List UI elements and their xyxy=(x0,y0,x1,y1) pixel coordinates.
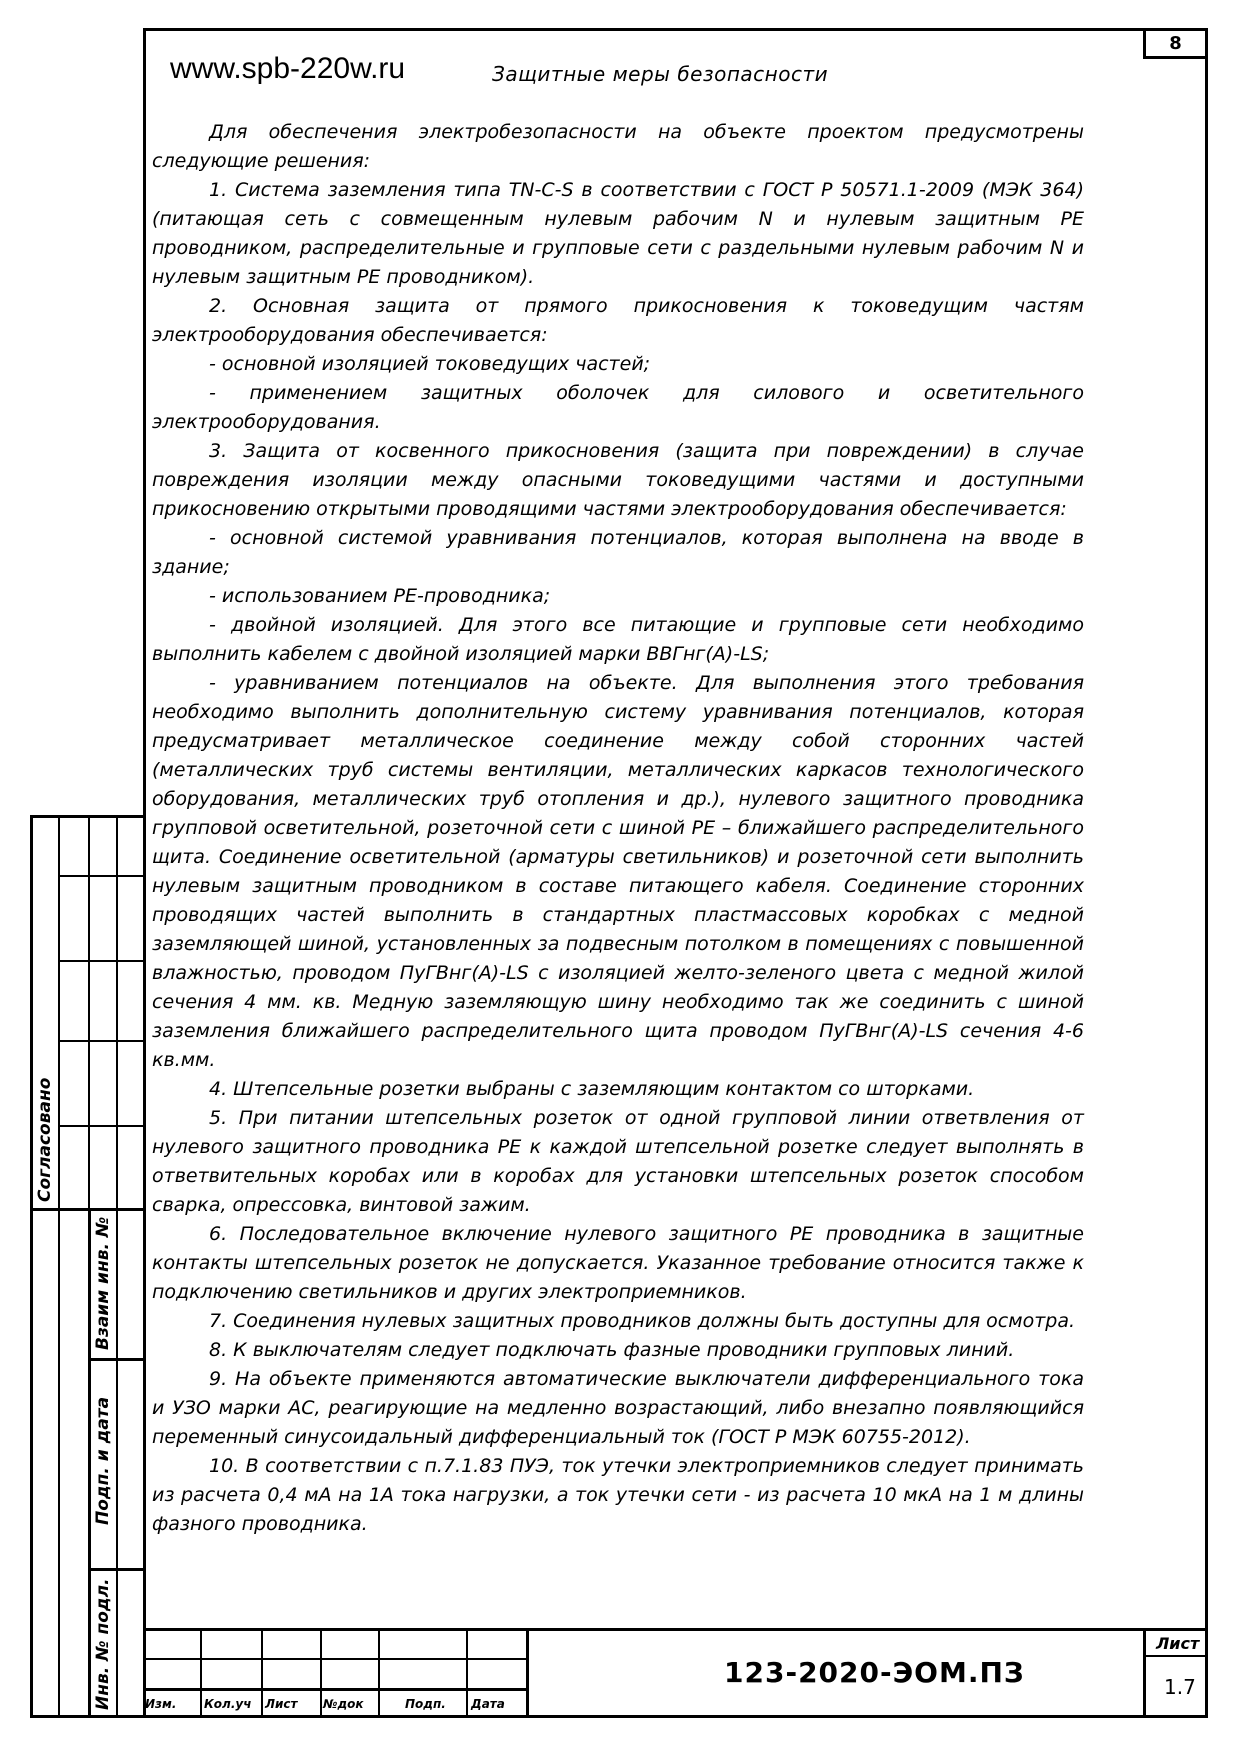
side-divider xyxy=(58,875,146,877)
title-block xyxy=(143,1628,1208,1718)
side-divider xyxy=(116,1208,118,1718)
side-label-inv-orig: Инв. № подл. xyxy=(93,1578,113,1710)
col-label-sign: Подп. xyxy=(405,1697,446,1711)
paragraph: 7. Соединения нулевых защитных проводников должны быть доступны для осмотра. xyxy=(209,1310,1076,1332)
side-label-inv-ref: Взаим инв. № xyxy=(93,1216,113,1350)
paragraph: 6. Последовательное включение нулевого защитного PE проводника в защитные контакты штепсельных розеток не допускается. Указанное требование относится также к подключению светильников и других электроприемников. xyxy=(152,1223,1084,1303)
paragraph: 9. На объекте применяются автоматические выключатели дифференциального тока и УЗО марки АС, реагирующие на медленно возрастающий, либо внезапно появляющийся переменный синусоидальный дифференциальный ток (ГОСТ Р МЭК 60755-2012). xyxy=(152,1368,1084,1448)
paragraph: - уравниванием потенциалов на объекте. Для выполнения этого требования необходимо выполнить дополнительную систему уравнивания потенциалов, которая предусматривает металлическое соединение между собой сторонних частей (металлических труб системы вентиляции, металлических каркасов технологического оборудования, металлических труб отопления и др.), нулевого защитного проводника групповой осветительной, розеточной сети с шиной PE – ближайшего распределительного щита. Соединение осветительной (арматуры светильников) и розеточной сети выполнить нулевым защитным проводником в составе питающего кабеля. Соединение сторонних проводящих частей выполнить в стандартных пластмассовых коробках с медной заземляющей шиной, установленных за подвесным потолком в помещениях с повышенной влажностью, проводом ПуГВнг(А)-LS с изоляцией желто-зеленого цвета с медной жилой сечения 4 мм. кв. Медную заземляющую шину необходимо так же соединить с шиной заземления ближайшего распределительного щита проводом ПуГВнг(А)-LS сечения 4-6 кв.мм. xyxy=(152,672,1084,1071)
col-label-kol: Кол.уч xyxy=(204,1697,252,1711)
document-code: 123-2020-ЭОМ.ПЗ xyxy=(724,1656,1025,1689)
paragraph: - применением защитных оболочек для силового и осветительного электрооборудования. xyxy=(152,382,1084,433)
paragraph: 10. В соответствии с п.7.1.83 ПУЭ, ток утечки электроприемников следует принимать из расчета 0,4 мА на 1А тока нагрузки, а ток утечки сети - из расчета 10 мкА на 1 м длины фазного проводника. xyxy=(152,1455,1084,1535)
paragraph: - основной изоляцией токоведущих частей; xyxy=(209,353,651,375)
stamp-divider xyxy=(378,1628,380,1718)
stamp-divider xyxy=(320,1628,322,1718)
stamp-divider xyxy=(1143,1655,1208,1657)
stamp-divider xyxy=(526,1628,529,1718)
col-label-doc: №док xyxy=(323,1697,364,1711)
paragraph: 3. Защита от косвенного прикосновения (защита при повреждении) в случае повреждения изоляции между опасными токоведущими частями и доступными прикосновению открытыми проводящими частями электрооборудования обеспечивается: xyxy=(152,440,1084,520)
paragraph: Для обеспечения электробезопасности на объекте проектом предусмотрены следующие решения: xyxy=(152,121,1084,172)
sheet-number: 8 xyxy=(1143,28,1208,59)
col-label-date: Дата xyxy=(471,1697,505,1711)
site-url: www.spb-220w.ru xyxy=(170,52,406,85)
paragraph: 2. Основная защита от прямого прикосновения к токоведущим частям электрооборудования обеспечивается: xyxy=(152,295,1084,346)
side-divider xyxy=(58,1040,146,1042)
paragraph: 5. При питании штепсельных розеток от одной групповой линии ответвления от нулевого защитного проводника PE к каждой штепсельной розетке следует выполнять в ответвительных коробах или в коробах для установки штепсельных розеток способом сварка, опрессовка, винтовой зажим. xyxy=(152,1107,1084,1216)
col-label-list: Лист xyxy=(265,1697,298,1711)
paragraph: - двойной изоляцией. Для этого все питающие и групповые сети необходимо выполнить кабелем с двойной изоляцией марки ВВГнг(А)-LS; xyxy=(152,614,1084,665)
side-divider xyxy=(58,1125,146,1127)
paragraph: 8. К выключателям следует подключать фазные проводники групповых линий. xyxy=(209,1339,1015,1361)
document-body xyxy=(152,118,1084,1539)
paragraph: - использованием PE-проводника; xyxy=(209,585,551,607)
paragraph: - основной системой уравнивания потенциалов, которая выполнена на вводе в здание; xyxy=(152,527,1084,578)
stamp-divider xyxy=(1143,1628,1146,1718)
side-divider xyxy=(58,815,60,1718)
sheet-value: 1.7 xyxy=(1164,1675,1196,1699)
sheet-label: Лист xyxy=(1156,1634,1200,1653)
page-title: Защитные меры безопасности xyxy=(492,62,829,86)
side-divider xyxy=(88,1208,91,1718)
paragraph: 1. Система заземления типа TN-C-S в соответствии с ГОСТ Р 50571.1-2009 (МЭК 364) (питающая сеть с совмещенным нулевым рабочим N и нулевым защитным PE проводником, распределительные и групповые сети с раздельными нулевым рабочим N и нулевым защитным PE проводником). xyxy=(152,179,1084,288)
side-divider xyxy=(58,960,146,962)
paragraph: 4. Штепсельные розетки выбраны с заземляющим контактом со шторками. xyxy=(209,1078,975,1100)
stamp-divider xyxy=(466,1628,468,1718)
stamp-divider xyxy=(261,1628,263,1718)
side-label-sign-date: Подп. и дата xyxy=(93,1396,113,1525)
side-label-agreed: Согласовано xyxy=(35,1077,55,1202)
stamp-divider xyxy=(200,1628,202,1718)
col-label-izm: Изм. xyxy=(145,1697,177,1711)
